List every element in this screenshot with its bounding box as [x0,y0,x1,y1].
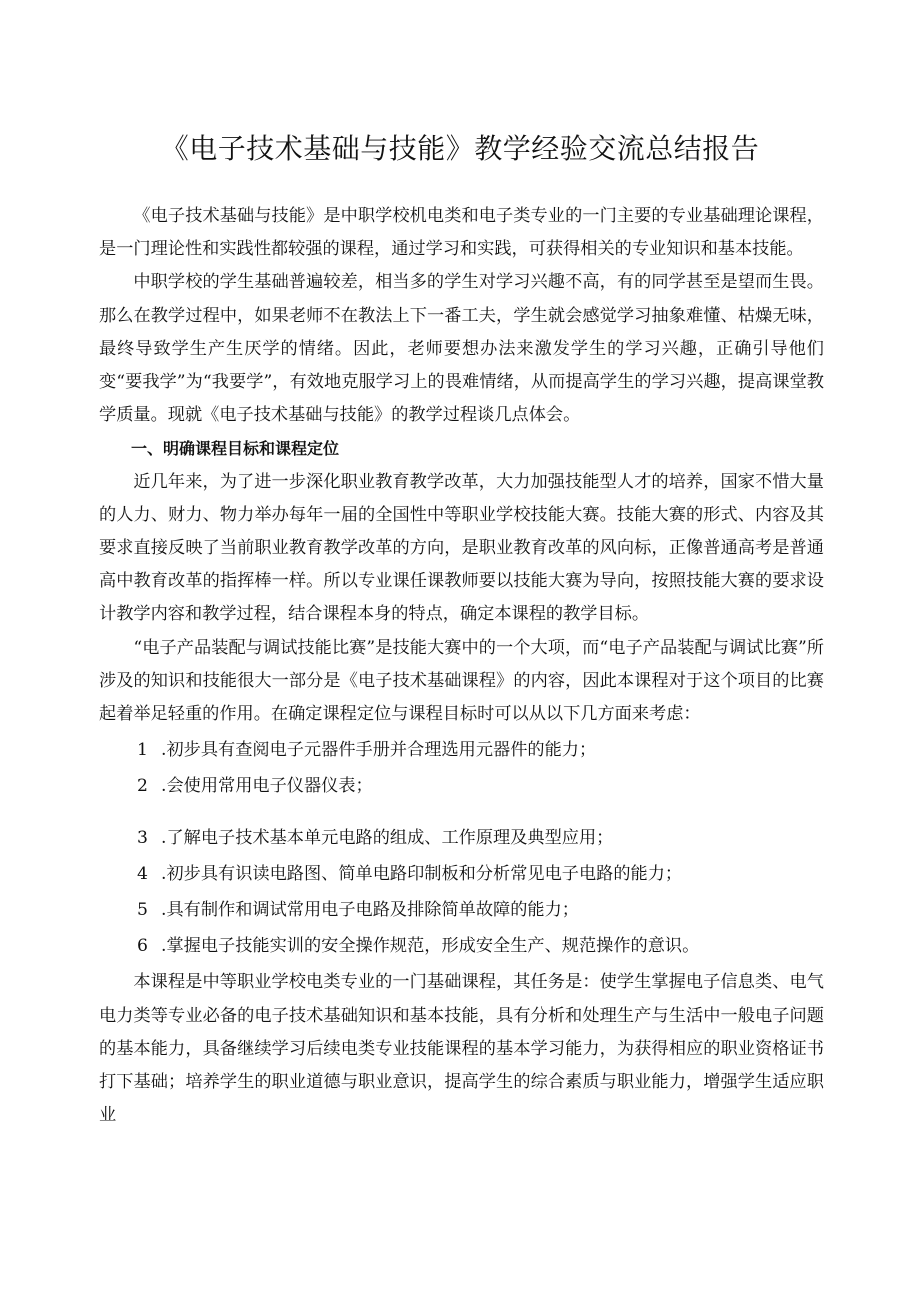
closing-paragraph: 本课程是中等职业学校电类专业的一门基础课程，其任务是：使学生掌握电子信息类、电气电力类等专业必备的电子技术基础知识和基本技能，具有分析和处理生产与生活中一般电子问题的基本能力，具备继续学习后续电类专业技能课程的基本学习能力，为获得相应的职业资格证书打下基础；培养学生的职业道德与职业意识，提高学生的综合素质与职业能力，增强学生适应职业 [99,972,824,1126]
list-text: .会使用常用电子仪器仪表； [161,776,373,797]
section1-paragraph-1: 近几年来，为了进一步深化职业教育教学改革，大力加强技能型人才的培养，国家不惜大量的人力、财力、物力举办每年一届的全国性中等职业学校技能大赛。技能大赛的形式、内容及其要求直接反映了当前职业教育教学改革的方向，是职业教育改革的风向标，正像普通高考是普通高中教育改革的指挥棒一样。所以专业课任课教师要以技能大赛为导向，按照技能大赛的要求设计教学内容和教学过程，结合课程本身的特点，确定本课程的教学目标。 [99,471,824,625]
list-number: 5 [137,900,148,921]
list-number: 4 [137,863,148,884]
list-item [99,822,824,855]
section-heading-1: 一、明确课程目标和课程定位 [131,439,340,459]
list-text: .掌握电子技能实训的安全操作规范，形成安全生产、规范操作的意识。 [161,936,700,957]
list-item [99,930,824,963]
list-item [99,734,824,767]
list-item [99,858,824,891]
list-item [99,770,824,803]
list-text: .初步具有识读电路图、简单电路印制板和分析常见电子电路的能力； [161,863,683,884]
section1-paragraph-2: “电子产品装配与调试技能比赛”是技能大赛中的一个大项，而“电子产品装配与调试比赛”所涉及的知识和技能很大一部分是《电子技术基础课程》的内容，因此本课程对于这个项目的比赛起着举足轻重的作用。在确定课程定位与课程目标时可以从以下几方面来考虑： [99,637,824,725]
intro-paragraph-1: 《电子技术基础与技能》是中职学校机电类和电子类专业的一门主要的专业基础理论课程，是一门理论性和实践性都较强的课程，通过学习和实践，可获得相关的专业知识和基本技能。 [99,206,824,260]
list-number: 2 [137,776,148,797]
document-body [99,200,824,1132]
page-title: 《电子技术基础与技能》教学经验交流总结报告 [160,131,760,165]
list-text: .了解电子技术基本单元电路的组成、工作原理及典型应用； [161,827,614,848]
list-number: 3 [137,827,148,848]
intro-paragraph-2: 中职学校的学生基础普遍较差，相当多的学生对学习兴趣不高，有的同学甚至是望而生畏。那么在教学过程中，如果老师不在教法上下一番工夫，学生就会感觉学习抽象难懂、枯燥无味，最终导致学生产生厌学的情绪。因此，老师要想办法来激发学生的学习兴趣，正确引导他们变“要我学”为“我要学”，有效地克服学习上的畏难情绪，从而提高学生的学习兴趣，提高课堂教学质量。现就《电子技术基础与技能》的教学过程谈几点体会。 [99,272,824,426]
list-number: 6 [137,936,148,957]
list-item [99,894,824,927]
list-text: .初步具有查阅电子元器件手册并合理选用元器件的能力； [161,740,597,761]
list-number: 1 [137,740,148,761]
list-text: .具有制作和调试常用电子电路及排除简单故障的能力； [161,900,579,921]
